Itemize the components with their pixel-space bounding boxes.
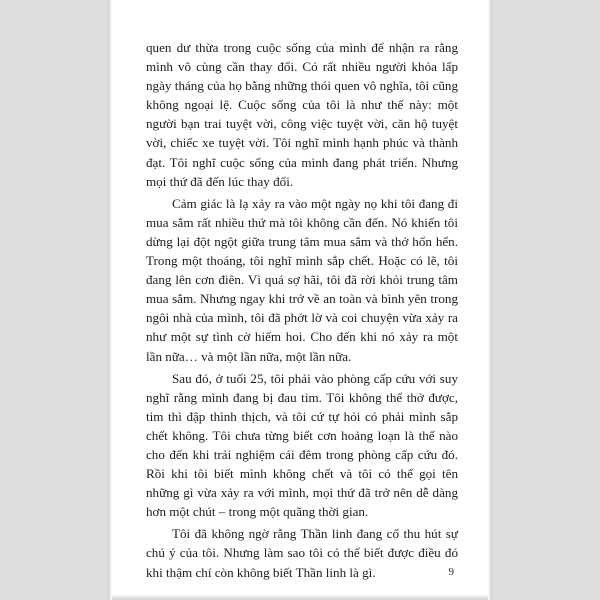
page-bottom-shadow	[112, 594, 488, 600]
page-text-body	[146, 38, 458, 580]
paragraph: Tôi đã không ngờ rằng Thần linh đang cố thu hút sự chú ý của tôi. Nhưng làm sao tôi có thể biết được điều đó khi thậm chí còn không biết Thần linh là gì.	[146, 526, 458, 580]
paragraph: Cảm giác là lạ xảy ra vào một ngày nọ khi tôi đang đi mua sắm rất nhiều thứ mà tôi không cần đến. Nó khiến tôi dừng lại đột ngột giữa trung tâm mua sắm và thở hổn hển. Trong một thoáng, tôi nghĩ mình sắp chết. Hoặc có lẽ, tôi đang lên cơn điên. Vì quá sợ hãi, tôi đã rời khỏi trung tâm mua sắm. Nhưng ngay khi trở về an toàn và bình yên trong ngôi nhà của mình, tôi đã phớt lờ và coi chuyện vừa xảy ra như một sự tình cờ hiếm hoi. Cho đến khi nó xảy ra một lần nữa… và một lần nữa, một lần nữa.	[146, 195, 458, 364]
book-page	[112, 0, 488, 600]
page-right-edge	[488, 0, 492, 600]
page-number: 9	[448, 566, 454, 578]
paragraph: Sau đó, ở tuổi 25, tôi phải vào phòng cấp cứu với suy nghĩ rằng mình đang bị đau tim. Tôi không thể thở được, tim thì đập thình thịch, và tôi cứ tự hỏi có phải mình sắp chết không. Tôi chưa từng biết cơn hoảng loạn là thế nào cho đến khi trải nghiệm cái đêm trong phòng cấp cứu đó. Rồi khi tôi biết mình không chết và tôi có thể gọi tên những gì vừa xảy ra với mình, mọi thứ đã trở nên dễ dàng hơn một chút – trong một quãng thời gian.	[146, 370, 458, 520]
paragraph: quen dư thừa trong cuộc sống của mình để nhận ra rằng mình vô cùng cần thay đổi. Có rất nhiều người khỏa lấp ngày tháng của họ bằng những thói quen vô nghĩa, tôi cũng không ngoại lệ. Cuộc sống của tôi là như thế này: một người bạn trai tuyệt vời, công việc tuyệt vời, căn hộ tuyệt vời, chiếc xe tuyệt vời. Tôi nghĩ mình hạnh phúc và thành đạt. Tôi nghĩ cuộc sống của mình đang phát triển. Nhưng mọi thứ đã đến lúc thay đổi.	[146, 40, 458, 189]
